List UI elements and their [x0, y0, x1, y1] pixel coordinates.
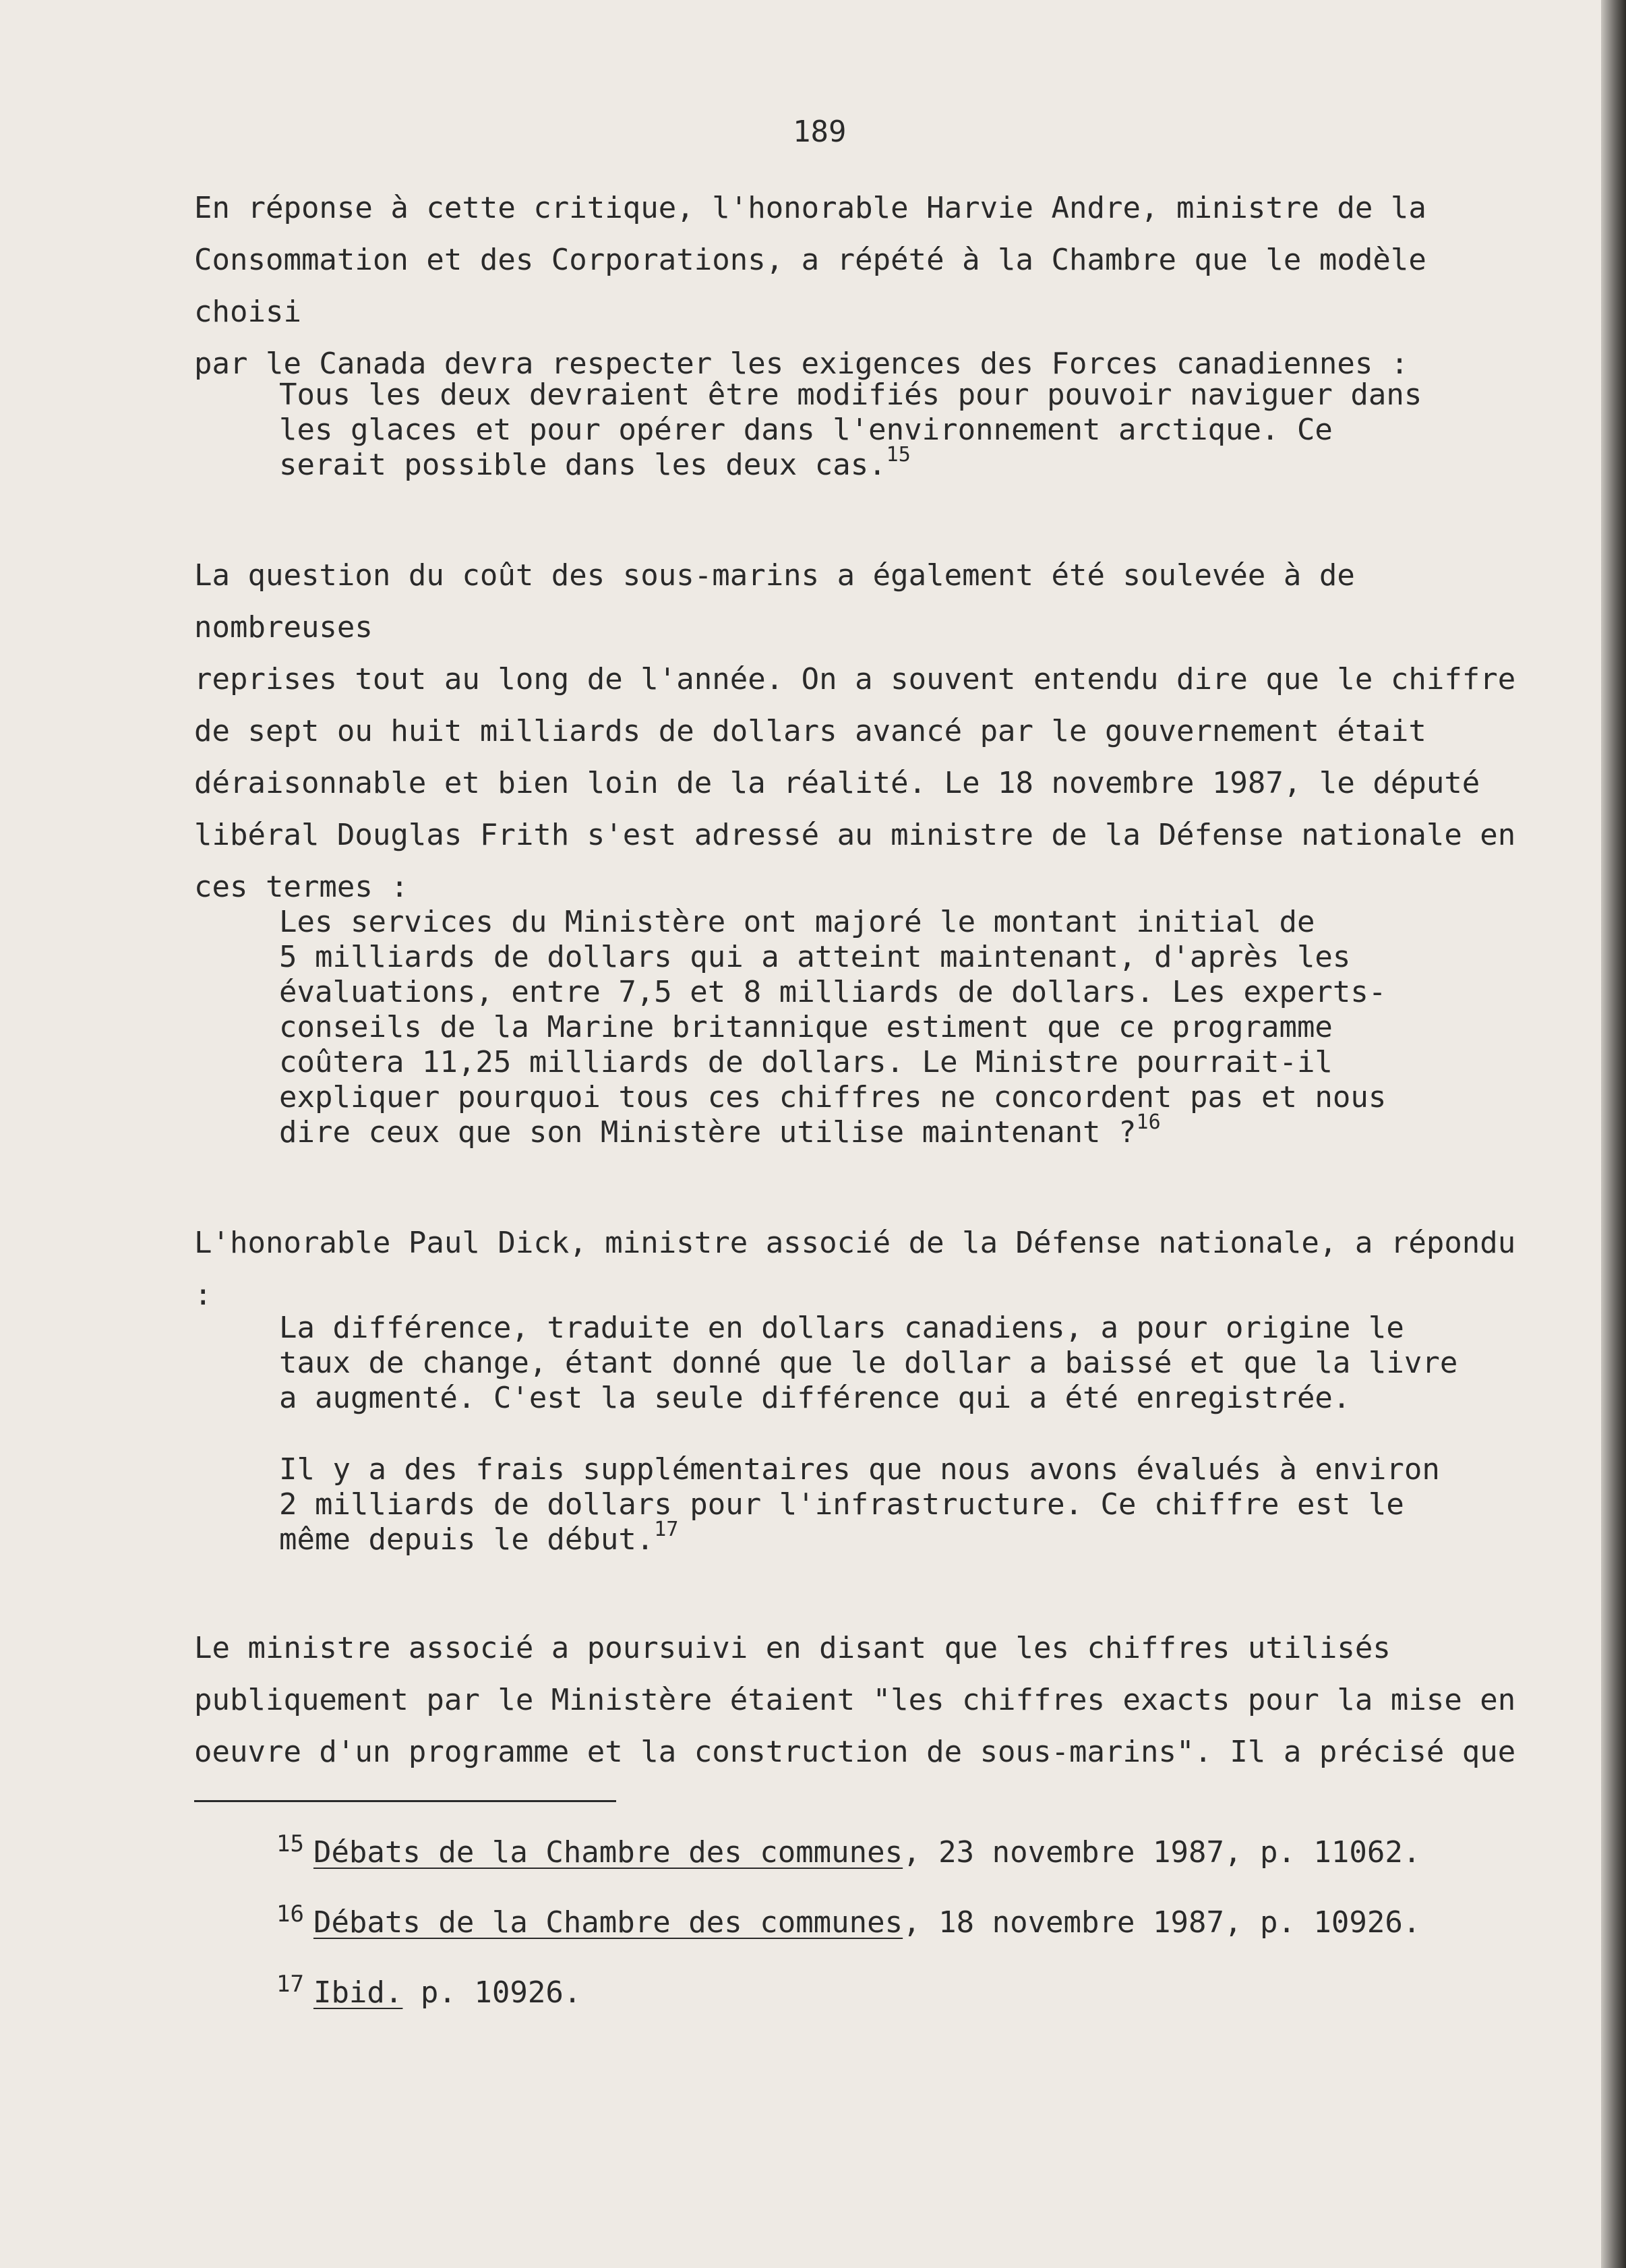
footnote-number: 15	[276, 1830, 304, 1857]
paragraph-dick-reply: L'honorable Paul Dick, ministre associé de la Défense nationale, a répondu :	[194, 1226, 1516, 1312]
paragraph-cost-question: La question du coût des sous-marins a également été soulevée à de nombreuses reprises tout au long de l'année. On a souvent entendu dire que le chiffre de sept ou huit milliards de dollars avancé par le gouvernement était déraisonnable et bien loin de la réalité. Le 18 novembre 1987, le député libéral Douglas Frith s'est adressé au ministre de la Défense nationale en ces termes :	[194, 558, 1516, 904]
block-quote-andre	[279, 378, 1560, 486]
block-quote-dick-2	[279, 1452, 1560, 1561]
quote-text: Il y a des frais supplémentaires que nous avons évalués à environ 2 milliards de dollars pour l'infrastructure. Ce chiffre est le même depuis le début.	[279, 1452, 1440, 1557]
footnote-source: Débats de la Chambre des communes	[313, 1905, 903, 1940]
footnote-source: Ibid.	[313, 1975, 403, 2010]
footnote-detail: , 23 novembre 1987, p. 11062.	[903, 1835, 1421, 1870]
footnote-ref: 16	[1136, 1110, 1161, 1134]
footnote-ref: 15	[886, 443, 911, 467]
footnote-16	[276, 1901, 1421, 1940]
footnote-source: Débats de la Chambre des communes	[313, 1835, 903, 1870]
block-quote-dick-1: La différence, traduite en dollars canadiens, a pour origine le taux de change, étant donné que le dollar a baissé et que la livre a augmenté. C'est la seule différence qui a été enregistrée.	[279, 1311, 1458, 1415]
block-quote-frith	[279, 905, 1560, 1154]
quote-text: Tous les deux devraient être modifiés pour pouvoir naviguer dans les glaces et pour opérer dans l'environnement arctique. Ce serait possible dans les deux cas.	[279, 378, 1422, 482]
footnote-detail: p. 10926.	[402, 1975, 582, 2010]
page-edge-shadow	[1601, 0, 1626, 2268]
footnote-15	[276, 1830, 1421, 1870]
footnote-ref: 17	[654, 1518, 679, 1541]
page-number: 189	[793, 115, 847, 149]
quote-text: Les services du Ministère ont majoré le montant initial de 5 milliards de dollars qui a atteint maintenant, d'après les évaluations, entre 7,5 et 8 milliards de dollars. Les experts- conseils de la Marine britannique estiment que ce programme coûtera 11,25 milliards de dollars. Le Ministre pourrait-il expliquer pourquoi tous ces chiffres ne concordent pas et nous dire ceux que son Ministère utilise maintenant ?	[279, 905, 1387, 1150]
paragraph-intro: En réponse à cette critique, l'honorable Harvie Andre, ministre de la Consommation et des Corporations, a répété à la Chambre que le modèle choisi par le Canada devra respecter les exigences des Forces canadiennes :	[194, 191, 1426, 381]
footnote-divider	[194, 1800, 616, 1802]
footnote-number: 16	[276, 1901, 304, 1928]
footnote-detail: , 18 novembre 1987, p. 10926.	[903, 1905, 1421, 1940]
footnote-number: 17	[276, 1971, 304, 1998]
paragraph-associate-minister: Le ministre associé a poursuivi en disant que les chiffres utilisés publiquement par le Ministère étaient "les chiffres exacts pour la mise en oeuvre d'un programme et la construction de sous-marins". Il a précisé que	[194, 1631, 1516, 1769]
footnote-17	[276, 1971, 582, 2010]
